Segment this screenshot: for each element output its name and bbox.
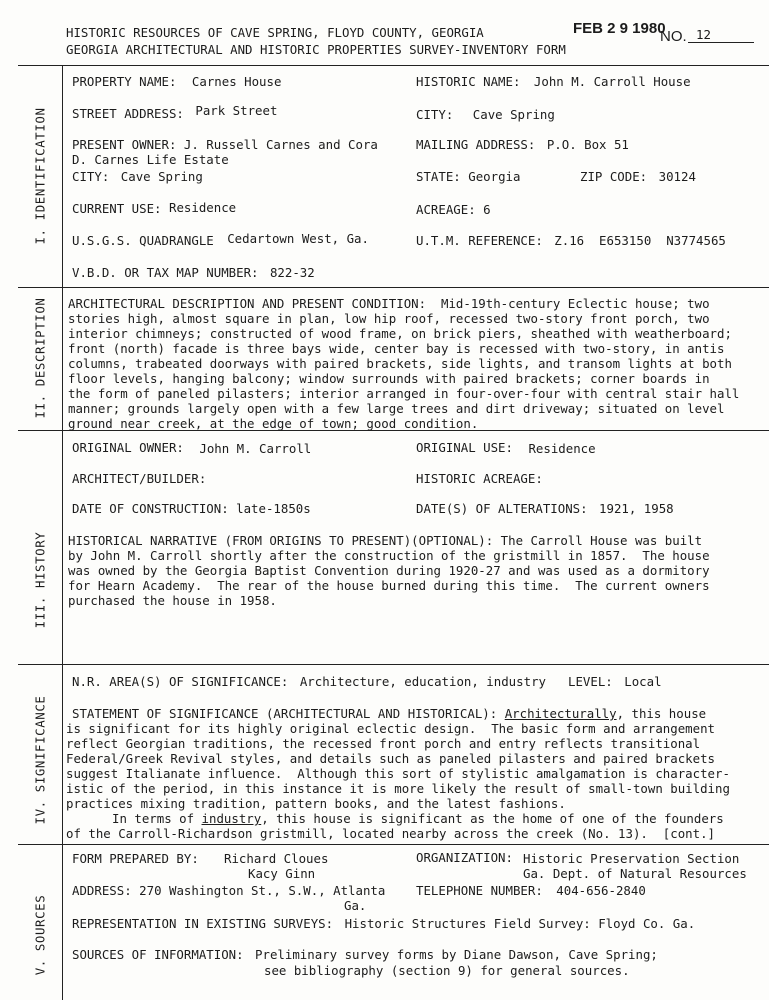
original-use-field [416, 440, 596, 455]
description-line: ground near creek, at the edge of town; good condition. [68, 416, 479, 431]
description-line: front (north) facade is three bays wide, center bay is recessed with two-story, in antis [68, 341, 725, 356]
original-owner-value: John M. Carroll [199, 441, 312, 456]
existing-surveys-field [72, 916, 695, 931]
narrative-line: HISTORICAL NARRATIVE (FROM ORIGINS TO PRESENT)(OPTIONAL): The Carroll House was built [68, 533, 703, 548]
address-field [72, 883, 385, 898]
prepared-by-label: FORM PREPARED BY: [72, 851, 199, 866]
organization-value-1: Historic Preservation Section [523, 851, 740, 866]
narrative-line: by John M. Carroll shortly after the construction of the gristmill in 1857. The house [68, 548, 710, 563]
rule-section-2 [18, 287, 769, 288]
state-label: STATE: [416, 169, 461, 184]
original-owner-label: ORIGINAL OWNER: [72, 440, 184, 455]
industry-rest: , this house is significant as the home of one of the founders [261, 811, 724, 826]
description-line: interior chimneys; constructed of wood frame, on brick piers, sheathed with weatherboard; [68, 326, 732, 341]
nr-areas-value: Architecture, education, industry [299, 674, 546, 689]
address-value-1: 270 Washington St., S.W., Atlanta [139, 883, 386, 898]
statement-line: istic of the period, in this instance it is more likely the result of small-town building [66, 781, 730, 796]
organization-value-2: Ga. Dept. of Natural Resources [523, 866, 747, 881]
architectural-description [68, 296, 740, 431]
statement-emphasis: Architecturally [504, 706, 617, 721]
section-label-description: II. DESCRIPTION [32, 297, 48, 419]
description-line: ARCHITECTURAL DESCRIPTION AND PRESENT CONDITION: Mid-19th-century Eclectic house; two [68, 296, 710, 311]
historic-name-label: HISTORIC NAME: [416, 74, 521, 89]
state-value: Georgia [468, 169, 521, 184]
city-value: Cave Spring [472, 107, 555, 122]
level-field [568, 674, 662, 689]
city-field [416, 107, 555, 122]
present-owner-field [72, 137, 378, 152]
description-line: manner; grounds largely open with a few large trees and dirt driveway; situated on level [68, 401, 725, 416]
street-address-field [72, 103, 278, 121]
zip-label: ZIP CODE: [580, 169, 648, 184]
mailing-address-value: P.O. Box 51 [546, 137, 629, 152]
statement-label: STATEMENT OF SIGNIFICANCE (ARCHITECTURAL AND HISTORICAL): [72, 706, 498, 721]
nr-areas-field [72, 674, 546, 689]
original-use-label: ORIGINAL USE: [416, 440, 513, 455]
rule-section-4 [18, 664, 769, 665]
mailing-address-label: MAILING ADDRESS: [416, 137, 536, 152]
state-field [416, 169, 520, 184]
usgs-label: U.S.G.S. QUADRANGLE [72, 233, 214, 248]
vbd-value: 822-32 [269, 265, 315, 280]
description-line: the form of paneled pilasters; interior arranged in four-over-four with central stair hall [68, 386, 740, 401]
historic-acreage-label: HISTORIC ACREAGE: [416, 471, 543, 486]
statement-first-rest: , this house [616, 706, 707, 721]
statement-last-line: of the Carroll-Richardson gristmill, located nearby across the creek (No. 13). [cont.] [66, 826, 716, 841]
architect-label: ARCHITECT/BUILDER: [72, 471, 207, 486]
construction-date-label: DATE OF CONSTRUCTION: [72, 501, 229, 516]
prepared-by-name-2: Kacy Ginn [248, 866, 316, 881]
address-value-2: Ga. [344, 898, 367, 913]
current-use-field [72, 201, 236, 216]
vbd-field [72, 265, 315, 280]
zip-value: 30124 [658, 169, 696, 184]
acreage-value: 6 [483, 202, 491, 217]
narrative-line: for Hearn Academy. The rear of the house burned during this time. The current owners [68, 578, 710, 593]
usgs-value: Cedartown West, Ga. [227, 231, 369, 246]
level-label: LEVEL: [568, 674, 613, 689]
historical-narrative [68, 533, 740, 608]
acreage-label: ACREAGE: [416, 202, 476, 217]
owner-city-value: Cave Spring [120, 169, 203, 184]
utm-field [416, 233, 726, 248]
sources-info-field [72, 947, 658, 962]
statement-first-line [66, 706, 742, 721]
description-line: columns, trabeated doorways with paired brackets, side lights, and transom lights at both [68, 356, 732, 371]
present-owner-label: PRESENT OWNER: [72, 137, 177, 152]
statement-line: Federal/Greek Revival styles, and details such as paneled pilasters and paired brackets [66, 751, 716, 766]
rule-top [18, 65, 769, 66]
utm-label: U.T.M. REFERENCE: [416, 233, 543, 248]
form-title-line1: HISTORIC RESOURCES OF CAVE SPRING, FLOYD COUNTY, GEORGIA [66, 25, 484, 40]
statement-line: suggest Italianate influence. Although this sort of stylistic amalgamation is character- [66, 766, 730, 781]
existing-surveys-value: Historic Structures Field Survey: Floyd Co. Ga. [344, 916, 696, 931]
nr-areas-label: N.R. AREA(S) OF SIGNIFICANCE: [72, 674, 289, 689]
sources-info-value-1: Preliminary survey forms by Diane Dawson, Cave Spring; [255, 947, 658, 962]
industry-line [66, 811, 742, 826]
industry-prefix: In terms of [112, 811, 202, 826]
acreage-field [416, 202, 491, 217]
alterations-label: DATE(S) OF ALTERATIONS: [416, 501, 588, 516]
usgs-field [72, 233, 369, 248]
industry-emphasis: industry [201, 811, 262, 826]
existing-surveys-label: REPRESENTATION IN EXISTING SURVEYS: [72, 916, 334, 931]
telephone-value: 404-656-2840 [556, 883, 646, 898]
alterations-value: 1921, 1958 [599, 501, 674, 516]
mailing-address-field [416, 137, 629, 152]
owner-city-field [72, 169, 203, 184]
property-name-value: Carnes House [191, 74, 282, 89]
historic-name-value: John M. Carroll House [533, 74, 691, 89]
form-number-label: NO. [660, 28, 687, 45]
date-stamp: FEB 2 9 1980 [573, 20, 666, 37]
sources-info-value-2: see bibliography (section 9) for general sources. [264, 963, 630, 978]
level-value: Local [624, 674, 662, 689]
current-use-label: CURRENT USE: [72, 201, 162, 216]
address-label: ADDRESS: [72, 883, 132, 898]
street-address-label: STREET ADDRESS: [72, 106, 184, 121]
rule-left-column [62, 65, 63, 1000]
owner-city-label: CITY: [72, 169, 110, 184]
section-label-identification: I. IDENTIFICATION [32, 107, 48, 245]
vbd-label: V.B.D. OR TAX MAP NUMBER: [72, 265, 259, 280]
form-title-line2: GEORGIA ARCHITECTURAL AND HISTORIC PROPERTIES SURVEY-INVENTORY FORM [66, 42, 566, 57]
rule-section-5 [18, 844, 769, 845]
construction-date-field [72, 501, 311, 516]
section-label-sources: V. SOURCES [32, 894, 48, 976]
historic-name-field [416, 74, 691, 89]
statement-line: reflect Georgian traditions, the recessed front porch and entry reflects transitional [66, 736, 701, 751]
alterations-field [416, 501, 674, 516]
utm-value: Z.16 E653150 N3774565 [554, 233, 726, 248]
prepared-by-name-1: Richard Cloues [224, 851, 329, 866]
description-line: floor levels, hanging balcony; window surrounds with paired brackets; corner boards in [68, 371, 710, 386]
present-owner-value-line1: J. Russell Carnes and Cora [183, 137, 378, 152]
street-address-value: Park Street [195, 103, 278, 118]
original-use-value: Residence [528, 441, 596, 456]
section-label-history: III. HISTORY [32, 531, 48, 629]
organization-label: ORGANIZATION: [416, 850, 513, 865]
telephone-label: TELEPHONE NUMBER: [416, 883, 543, 898]
telephone-field [416, 883, 646, 898]
statement-line: practices mixing tradition, pattern books, and the latest fashions. [66, 796, 566, 811]
statement-of-significance [66, 706, 742, 841]
form-number: 12 [688, 27, 754, 43]
city-label: CITY: [416, 107, 454, 122]
statement-line: is significant for its highly original eclectic design. The basic form and arrangement [66, 721, 716, 736]
sources-info-label: SOURCES OF INFORMATION: [72, 947, 244, 962]
construction-date-value: late-1850s [236, 501, 311, 516]
original-owner-field [72, 440, 311, 455]
zip-field [580, 169, 696, 184]
present-owner-value-line2: D. Carnes Life Estate [72, 152, 229, 167]
section-label-significance: IV. SIGNIFICANCE [32, 695, 48, 825]
narrative-line: was owned by the Georgia Baptist Convention during 1920-27 and was used as a dormitory [68, 563, 710, 578]
current-use-value: Residence [169, 200, 237, 215]
description-line: stories high, almost square in plan, low hip roof, recessed two-story front porch, two [68, 311, 710, 326]
narrative-line: purchased the house in 1958. [68, 593, 277, 608]
property-name-field [72, 74, 281, 89]
property-name-label: PROPERTY NAME: [72, 74, 177, 89]
